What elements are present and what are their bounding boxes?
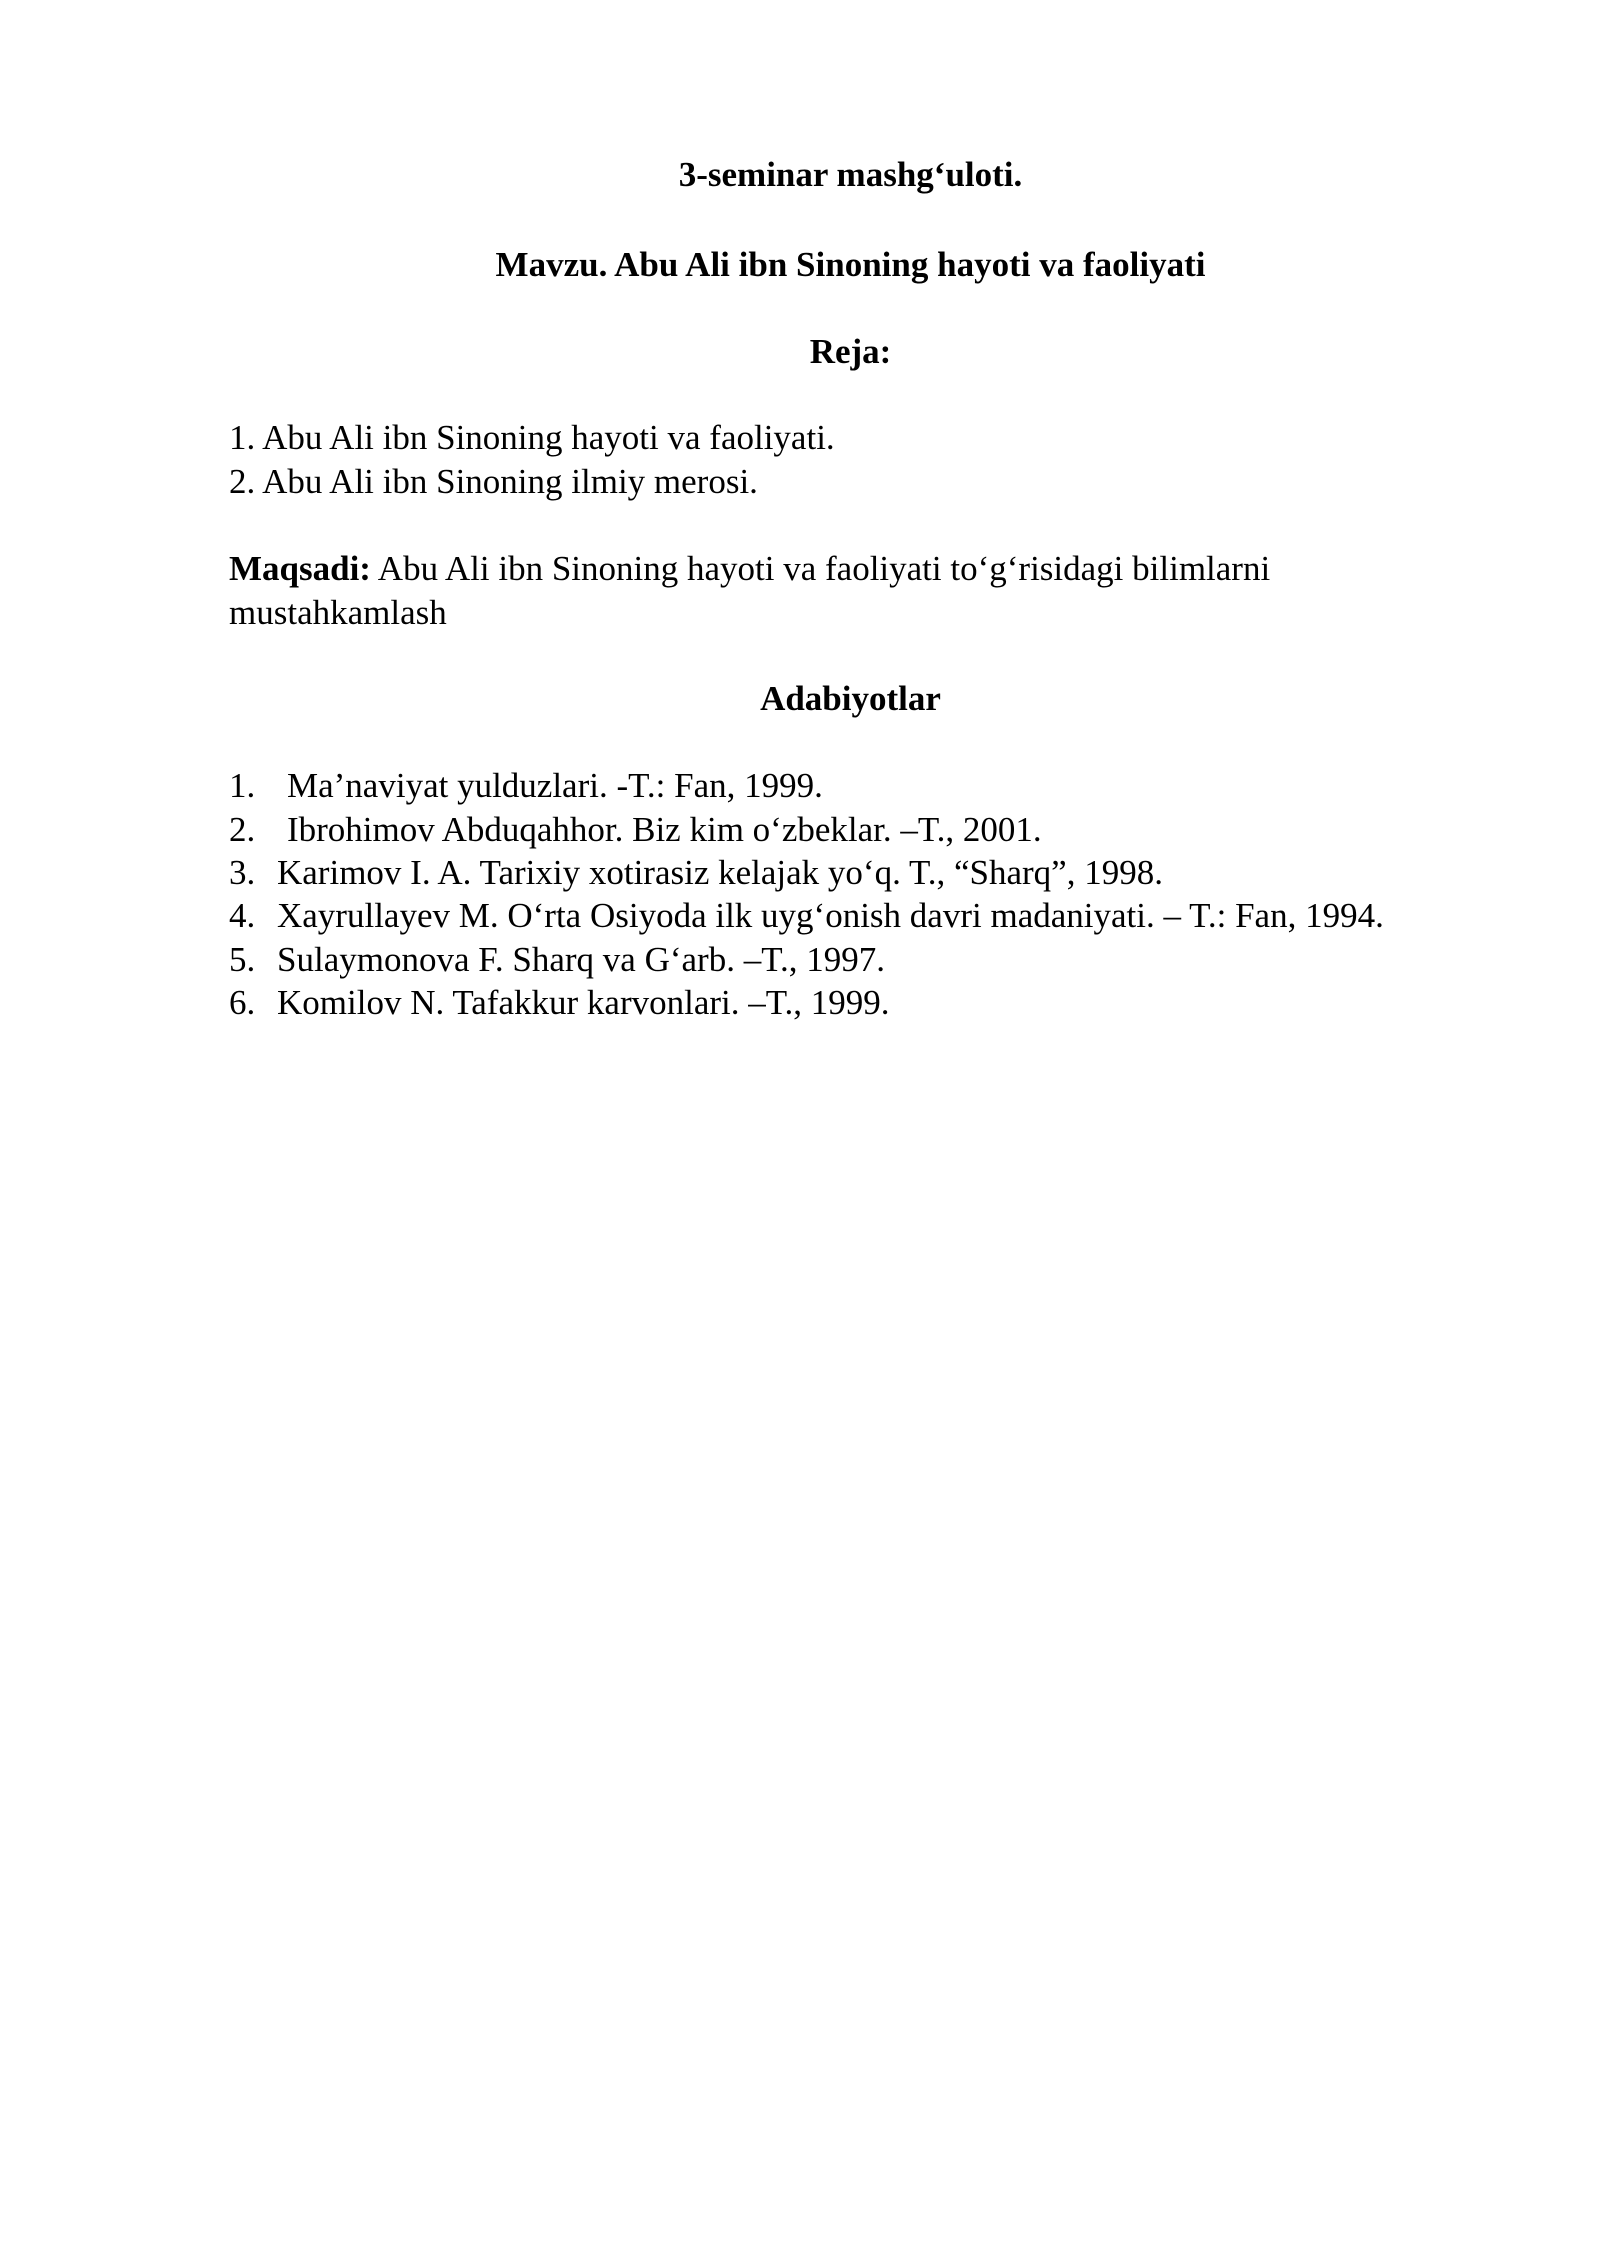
reference-text: Ibrohimov Abduqahhor. Biz kim o‘zbeklar. –T., 2001. (287, 810, 1042, 849)
reference-item-3 (229, 851, 1163, 895)
reference-text: Ma’naviyat yulduzlari. -T.: Fan, 1999. (287, 766, 823, 805)
reference-item-1 (229, 764, 823, 808)
reference-item-2 (229, 808, 1042, 852)
seminar-title: 3-seminar mashg‘uloti. (678, 155, 1023, 194)
reference-number: 2. (229, 810, 256, 849)
reference-number: 1. (229, 766, 256, 805)
reference-item-4 (229, 894, 1384, 938)
plan-heading: Reja: (809, 332, 892, 371)
goal-line-1 (229, 547, 1270, 591)
reference-number: 6. (229, 983, 256, 1022)
plan-item-1: 1. Abu Ali ibn Sinoning hayoti va faoliyati. (229, 418, 835, 457)
references-heading: Adabiyotlar (760, 679, 941, 718)
reference-number: 4. (229, 896, 256, 935)
reference-item-5 (229, 938, 885, 982)
goal-text: Abu Ali ibn Sinoning hayoti va faoliyati to‘g‘risidagi bilimlarni (370, 549, 1271, 588)
goal-line-2: mustahkamlash (229, 593, 447, 632)
topic-title: Mavzu. Abu Ali ibn Sinoning hayoti va faoliyati (495, 245, 1206, 284)
reference-text: Komilov N. Tafakkur karvonlari. –T., 1999. (277, 983, 890, 1022)
reference-number: 3. (229, 853, 256, 892)
reference-text: Xayrullayev M. O‘rta Osiyoda ilk uyg‘onish davri madaniyati. – T.: Fan, 1994. (277, 896, 1384, 935)
reference-number: 5. (229, 940, 256, 979)
reference-text: Karimov I. A. Tarixiy xotirasiz kelajak yo‘q. T., “Sharq”, 1998. (277, 853, 1163, 892)
goal-label: Maqsadi: (229, 549, 371, 588)
reference-text: Sulaymonova F. Sharq va G‘arb. –T., 1997. (277, 940, 885, 979)
reference-item-6 (229, 981, 890, 1025)
plan-item-2: 2. Abu Ali ibn Sinoning ilmiy merosi. (229, 462, 758, 501)
